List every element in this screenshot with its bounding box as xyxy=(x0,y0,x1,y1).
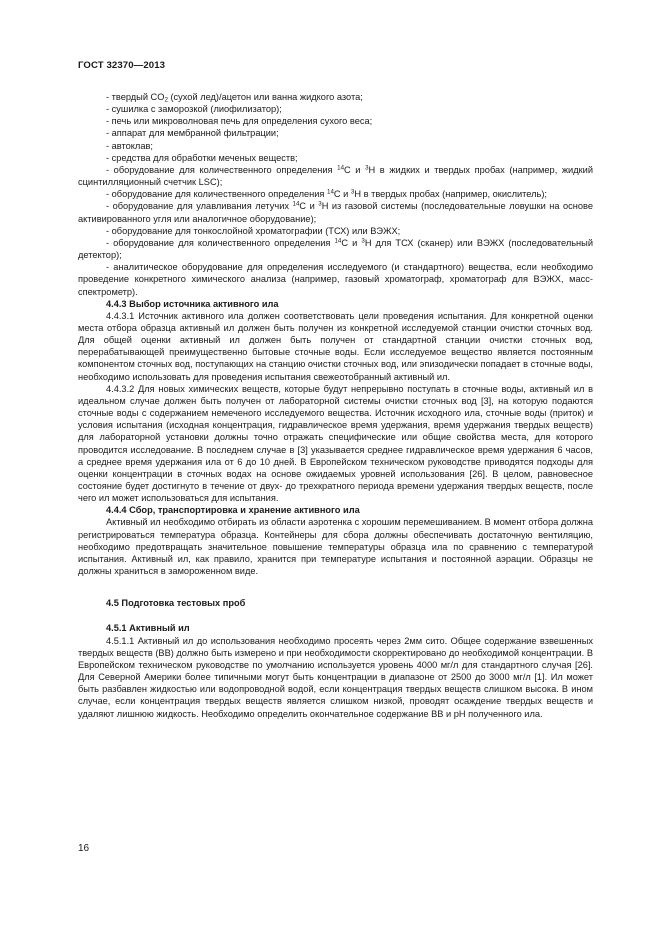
list-item: - автоклав; xyxy=(106,140,153,151)
list-item: - печь или микроволновая печь для определения сухого веса; xyxy=(106,116,373,127)
section-heading-4-4-3: 4.4.3 Выбор источника активного ила xyxy=(106,298,279,309)
paragraph-4-5-1-1: 4.5.1.1 Активный ил до использования необходимо просеять через 2мм сито. Общее содержание взвешенных твердых веществ (ВВ) должно быть измерено и при необходимости скорректировано до необходимой концентрации. В Европейском техническом руководстве по умолчанию используется уровень 4000 мг/л для стандартного случая [26]. Для Северной Америки более типичными могут быть концентрации в диапазоне от 2500 до 3000 мг/л [1]. Ил может быть разбавлен жидкостью или водопроводной водой, если концентрация твердых веществ слишком высока. В ином случае, если концентрация твердых веществ является слишком низкой, проводят осаждение твердых веществ и удаляют лишнюю жидкость. Необходимо определить окончательное содержание ВВ и pH полученного ила. xyxy=(78,635,593,719)
list-item: - оборудование для тонкослойной хроматографии (ТСХ) или ВЭЖХ; xyxy=(106,225,401,236)
section-heading-4-5-1: 4.5.1 Активный ил xyxy=(106,623,190,634)
list-item: - оборудование для количественного определения $^{14}$С и $^3$Н для ТСХ (сканер) или ВЭЖХ (последовательный детектор); xyxy=(78,237,593,261)
list-item: - оборудование для улавливания летучих $^{14}$С и $^3$Н из газовой системы (последовательные ловушки на основе активированного угля или аналогичное оборудование); xyxy=(78,201,593,224)
list-item: - средства для обработки меченых веществ; xyxy=(106,152,298,163)
document-header: ГОСТ 32370—2013 xyxy=(78,60,166,71)
list-item: - оборудование для количественного определения $^{14}$С и $^3$Н в твердых пробах (например, окислитель); xyxy=(106,188,548,200)
page-number: 16 xyxy=(78,843,90,854)
paragraph-4-4-3-1: 4.4.3.1 Источник активного ила должен соответствовать цели проведения испытания. Для конкретной оценки места отбора образца активный ил должен быть получен из конкретной исследуемой станции очистки сточных вод. Для общей оценки активный ил должен быть получен от стандартной станции очистки сточных вод, перерабатывающей преимущественно бытовые сточные воды. Если исследуемое вещество является постоянным компонентом сточных вод, поступающих на станцию очистки сточных вод, или эпизодически попадает в сточные воды, необходимо использовать для проведения испытания свежеотобранный активный ил. xyxy=(78,310,593,382)
paragraph-4-4-4: Активный ил необходимо отбирать из области аэротенка с хорошим перемешиванием. В момент отбора должна регистрироваться температура образца. Контейнеры для сбора должны обеспечивать достаточную вентиляцию, необходимо предотвращать значительное повышение температуры образца ила по сравнению с температурой испытания. Активный ил, как правило, хранится при температуре испытания и постоянной аэрации. Образцы не должны храниться в замороженном виде. xyxy=(78,517,593,577)
list-item: - аппарат для мембранной фильтрации; xyxy=(106,128,279,139)
list-item: - сушилка с заморозкой (лиофилизатор); xyxy=(106,104,282,115)
document-body xyxy=(78,91,593,720)
list-item: - твердый $CO_2$ (сухой лед)/ацетон или ванна жидкого азота; xyxy=(106,92,363,104)
paragraph-4-4-3-2: 4.4.3.2 Для новых химических веществ, которые будут непрерывно поступать в сточные воды, активный ил в идеальном случае должен быть получен от лабораторной системы очистки сточных вод [3], на которую подаются сточные воды с содержанием немеченого исследуемого вещества. Источник исходного ила, сточные воды (приток) и условия испытания (исходная концентрация, гидравлическое время удержания, время удержания твердых веществ) для лабораторной установки должны точно отражать специфические или общие свойства места, для которого проводится исследование. В последнем случае в [3] указывается среднее гидравлическое время удержания 6 часов, а среднее время удержания ила от 6 до 10 дней. В Европейском техническом руководстве приводятся подходы для оценки концентрации в сточных водах на основе ожидаемых уровней использования [26]. В целом, равновесное состояние будет достигнуто в течение от двух- до трехкратного периода времени удержания твердых веществ, после чего ил может использоваться для испытания. xyxy=(78,383,593,504)
list-item: - аналитическое оборудование для определения исследуемого (и стандартного) вещества, если необходимо проведение конкретного химического анализа (например, газовый хроматограф, хроматограф для ВЭЖХ, масс-спектрометр). xyxy=(78,262,593,297)
list-item: - оборудование для количественного определения $^{14}$С и $^3$Н в жидких и твердых пробах (например, жидкий сцинтилляционный счетчик LSC); xyxy=(78,164,593,188)
section-heading-4-5: 4.5 Подготовка тестовых проб xyxy=(106,598,246,609)
section-heading-4-4-4: 4.4.4 Сбор, транспортировка и хранение активного ила xyxy=(106,505,360,516)
